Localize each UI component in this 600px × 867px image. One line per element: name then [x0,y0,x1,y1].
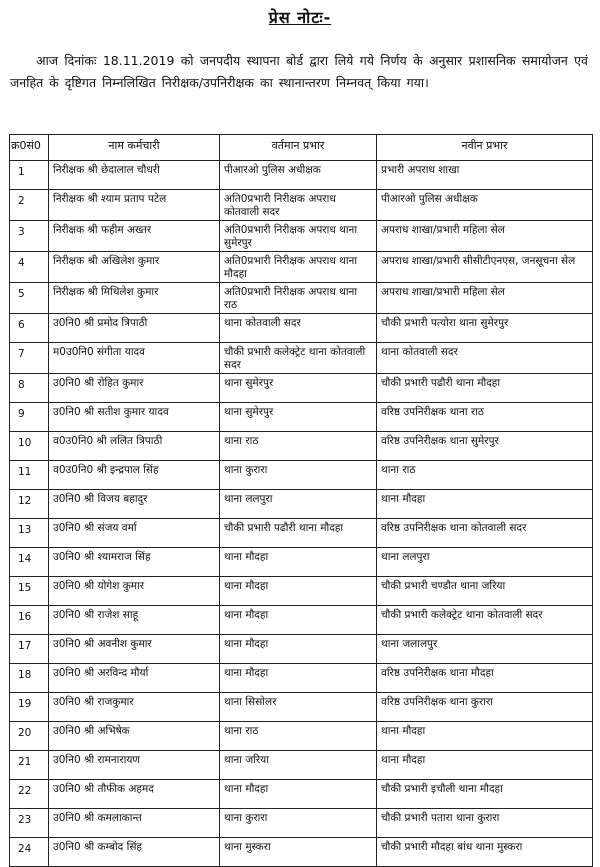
employee-name-cell: निरीक्षक श्री मिथिलेश कुमार [49,283,220,314]
new-charge-cell: प्रभारी अपराध शाखा [377,161,593,190]
table-row [10,780,593,809]
table-row [10,577,593,606]
table-row [10,490,593,519]
current-charge-cell: थाना मौदहा [220,664,377,693]
table-row [10,190,593,221]
table-row [10,461,593,490]
table-row [10,161,593,190]
new-charge-cell: थाना राठ [377,461,593,490]
new-charge-cell: चौकी प्रभारी पतारा थाना कुरारा [377,809,593,838]
serial-cell: 1 [10,161,49,190]
current-charge-cell: चौकी प्रभारी पढौरी थाना मौदहा [220,519,377,548]
serial-cell: 14 [10,548,49,577]
new-charge-cell: वरिष्ठ उपनिरीक्षक थाना मौदहा [377,664,593,693]
new-charge-cell: थाना मौदहा [377,751,593,780]
current-charge-cell: थाना कुरारा [220,461,377,490]
employee-name-cell: निरीक्षक श्री अखिलेश कुमार [49,252,220,283]
employee-name-cell: उ0नि0 श्री विजय बहादुर [49,490,220,519]
new-charge-cell: चौकी प्रभारी पढौरी थाना मौदहा [377,374,593,403]
serial-cell: 22 [10,780,49,809]
header-new-charge: नवीन प्रभार [377,135,593,161]
current-charge-cell: अति0प्रभारी निरीक्षक अपराध कोतवाली सदर [220,190,377,221]
current-charge-cell: थाना सुमेरपुर [220,403,377,432]
serial-cell: 16 [10,606,49,635]
header-serial: क्र0सं0 [10,135,49,161]
current-charge-cell: अति0प्रभारी निरीक्षक अपराध थाना मौदहा [220,252,377,283]
serial-cell: 15 [10,577,49,606]
serial-cell: 7 [10,343,49,374]
table-row [10,314,593,343]
serial-cell: 19 [10,693,49,722]
header-employee-name: नाम कर्मचारी [49,135,220,161]
serial-cell: 6 [10,314,49,343]
new-charge-cell: वरिष्ठ उपनिरीक्षक थाना सुमेरपुर [377,432,593,461]
current-charge-cell: थाना मौदहा [220,780,377,809]
new-charge-cell: अपराध शाखा/प्रभारी सीसीटीएनएस, जनसूचना सेल [377,252,593,283]
new-charge-cell: थाना मौदहा [377,722,593,751]
current-charge-cell: थाना मौदहा [220,548,377,577]
employee-name-cell: उ0नि0 श्री सतीश कुमार यादव [49,403,220,432]
employee-name-cell: उ0नि0 श्री राजकुमार [49,693,220,722]
current-charge-cell: थाना मुस्करा [220,838,377,867]
employee-name-cell: उ0नि0 श्री योगेश कुमार [49,577,220,606]
new-charge-cell: थाना जलालपुर [377,635,593,664]
serial-cell: 8 [10,374,49,403]
current-charge-cell: पीआरओ पुलिस अधीक्षक [220,161,377,190]
table-header-row [10,135,593,161]
new-charge-cell: चौकी प्रभारी मौदहा बांध थाना मुस्करा [377,838,593,867]
current-charge-cell: अति0प्रभारी निरीक्षक अपराध थाना सुमेरपुर [220,221,377,252]
table-row [10,374,593,403]
new-charge-cell: पीआरओ पुलिस अधीक्षक [377,190,593,221]
table-row [10,283,593,314]
table-row [10,722,593,751]
serial-cell: 13 [10,519,49,548]
table-row [10,343,593,374]
table-row [10,548,593,577]
serial-cell: 21 [10,751,49,780]
current-charge-cell: थाना राठ [220,722,377,751]
table-row [10,809,593,838]
serial-cell: 3 [10,221,49,252]
new-charge-cell: वरिष्ठ उपनिरीक्षक थाना राठ [377,403,593,432]
serial-cell: 23 [10,809,49,838]
table-row [10,432,593,461]
current-charge-cell: थाना कोतवाली सदर [220,314,377,343]
current-charge-cell: थाना कुरारा [220,809,377,838]
table-row [10,519,593,548]
serial-cell: 9 [10,403,49,432]
serial-cell: 5 [10,283,49,314]
serial-cell: 4 [10,252,49,283]
current-charge-cell: थाना मौदहा [220,577,377,606]
employee-name-cell: उ0नि0 श्री रामनारायण [49,751,220,780]
current-charge-cell: थाना जरिया [220,751,377,780]
serial-cell: 10 [10,432,49,461]
current-charge-cell: थाना मौदहा [220,606,377,635]
page-title [0,6,600,28]
new-charge-cell: वरिष्ठ उपनिरीक्षक थाना कोतवाली सदर [377,519,593,548]
current-charge-cell: थाना राठ [220,432,377,461]
serial-cell: 11 [10,461,49,490]
new-charge-cell: चौकी प्रभारी चण्डौत थाना जरिया [377,577,593,606]
employee-name-cell: उ0नि0 श्री अवनीश कुमार [49,635,220,664]
employee-name-cell: उ0नि0 श्री रोहित कुमार [49,374,220,403]
employee-name-cell: उ0नि0 श्री कमलाकान्त [49,809,220,838]
current-charge-cell: चौकी प्रभारी कलेक्ट्रेट थाना कोतवाली सदर [220,343,377,374]
employee-name-cell: उ0नि0 श्री संजय वर्मा [49,519,220,548]
employee-name-cell: निरीक्षक श्री फहीम अख्तर [49,221,220,252]
header-current-charge: वर्तमान प्रभार [220,135,377,161]
employee-name-cell: उ0नि0 श्री अरविन्द मौर्या [49,664,220,693]
new-charge-cell: चौकी प्रभारी पत्योरा थाना सुमेरपुर [377,314,593,343]
intro-paragraph: आज दिनांकः 18.11.2019 को जनपदीय स्थापना बोर्ड द्वारा लिये गये निर्णय के अनुसार प्रशासनिक समायोजन एवं जनहित के दृष्टिगत निम्नलिखित निरीक्षक/उपनिरीक्षक का स्थानान्तरण निम्नवत् किया गया। [10,53,588,90]
employee-name-cell: उ0नि0 श्री तौफीक अहमद [49,780,220,809]
serial-cell: 2 [10,190,49,221]
new-charge-cell: चौकी प्रभारी कलेक्ट्रेट थाना कोतवाली सदर [377,606,593,635]
page-title-text: प्रेस नोटः- [268,8,332,27]
employee-name-cell: उ0नि0 श्री श्यामराज सिंह [49,548,220,577]
employee-name-cell: उ0नि0 श्री अभिषेक [49,722,220,751]
current-charge-cell: थाना मौदहा [220,635,377,664]
employee-name-cell: उ0नि0 श्री प्रमोद त्रिपाठी [49,314,220,343]
serial-cell: 12 [10,490,49,519]
table-row [10,221,593,252]
employee-name-cell: निरीक्षक श्री श्याम प्रताप पटेल [49,190,220,221]
new-charge-cell: थाना ललपुरा [377,548,593,577]
current-charge-cell: थाना ललपुरा [220,490,377,519]
new-charge-cell: वरिष्ठ उपनिरीक्षक थाना कुरारा [377,693,593,722]
table-row [10,838,593,867]
table-row [10,693,593,722]
employee-name-cell: उ0नि0 श्री कम्बोद सिंह [49,838,220,867]
table-row [10,664,593,693]
current-charge-cell: थाना सुमेरपुर [220,374,377,403]
employee-name-cell: व0उ0नि0 श्री ललित त्रिपाठी [49,432,220,461]
current-charge-cell: अति0प्रभारी निरीक्षक अपराध थाना राठ [220,283,377,314]
serial-cell: 20 [10,722,49,751]
employee-name-cell: व0उ0नि0 श्री इन्द्रपाल सिंह [49,461,220,490]
current-charge-cell: थाना सिसोलर [220,693,377,722]
serial-cell: 24 [10,838,49,867]
table-row [10,252,593,283]
table-row [10,635,593,664]
table-row [10,751,593,780]
employee-name-cell: उ0नि0 श्री राजेश साहू [49,606,220,635]
serial-cell: 17 [10,635,49,664]
new-charge-cell: चौकी प्रभारी इचौली थाना मौदहा [377,780,593,809]
table-row [10,606,593,635]
employee-name-cell: म0उ0नि0 संगीता यादव [49,343,220,374]
new-charge-cell: अपराध शाखा/प्रभारी महिला सेल [377,221,593,252]
new-charge-cell: थाना कोतवाली सदर [377,343,593,374]
new-charge-cell: अपराध शाखा/प्रभारी महिला सेल [377,283,593,314]
transfer-table [9,134,593,867]
employee-name-cell: निरीक्षक श्री छेदालाल चौधरी [49,161,220,190]
serial-cell: 18 [10,664,49,693]
table-row [10,403,593,432]
new-charge-cell: थाना मौदहा [377,490,593,519]
